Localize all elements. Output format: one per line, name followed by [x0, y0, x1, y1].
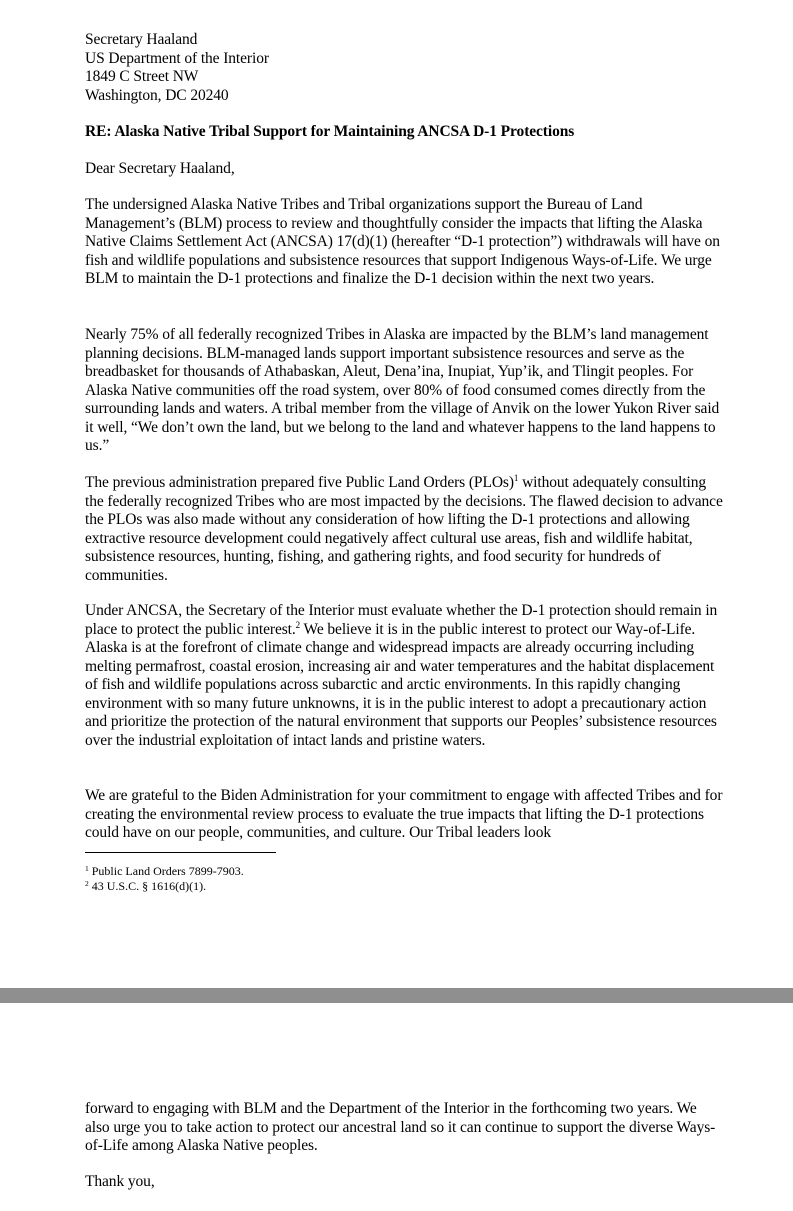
closing: Thank you, [85, 1173, 155, 1190]
recipient-address [85, 31, 725, 105]
subject-line: RE: Alaska Native Tribal Support for Maintaining ANCSA D-1 Protections [85, 123, 575, 140]
footnote-divider [85, 852, 276, 853]
footnote-1-text: Public Land Orders 7899-7903. [88, 864, 244, 878]
paragraph-public-interest-text-start: Under ANCSA, the Secretary of the Interior must evaluate whether the D-1 protection should remain in place to protect the public interest. [85, 602, 718, 638]
recipient-department: US Department of the Interior [85, 49, 269, 67]
footnote-1 [85, 864, 244, 879]
salutation: Dear Secretary Haaland, [85, 160, 235, 177]
paragraph-public-interest [85, 602, 725, 750]
paragraph-intro [85, 196, 725, 289]
paragraph-continuation-text: forward to engaging with BLM and the Department of the Interior in the forthcoming two years. We also urge you to take action to protect our ancestral land so it can continue to support the diverse Ways-of-Life among Alaska Native peoples. [85, 1100, 716, 1154]
footnote-ref-1: 1 [513, 473, 519, 483]
paragraph-continuation [85, 1100, 725, 1156]
recipient-city: Washington, DC 20240 [85, 86, 229, 104]
paragraph-plos-text-start: The previous administration prepared five Public Land Orders (PLOs) [85, 474, 514, 491]
recipient-name: Secretary Haaland [85, 31, 198, 48]
paragraph-plos-text-end: without adequately consulting the federally recognized Tribes who are most impacted by the decisions. The flawed decision to advance the PLOs was also made without any consideration of how lifting the D-1 protections and allowing extractive resource development could negatively affect cultural use areas, fish and wildlife habitat, subsistence resources, hunting, fishing, and gathering rights, and food security for hundreds of communities. [85, 474, 723, 584]
footnote-2-marker: 2 [85, 879, 89, 888]
paragraph-public-interest-text-end: We believe it is in the public interest to protect our Way-of-Life. Alaska is at the forefront of climate change and widespread impacts are already occurring including melting permafrost, coastal erosion, increasing air and water temperatures and the habitat displacement of fish and wildlife populations across subarctic and arctic environments. In this rapidly changing environment with so many future unknowns, it is in the public interest to adopt a precautionary action and prioritize the protection of the natural environment that supports our Peoples’ subsistence resources over the industrial exploitation of intact lands and pristine waters. [85, 620, 717, 749]
page-separator [0, 988, 793, 1003]
paragraph-intro-text: The undersigned Alaska Native Tribes and Tribal organizations support the Bureau of Land Management’s (BLM) process to review and thoughtfully consider the impacts that lifting the Alaska Native Claims Settlement Act (ANCSA) 17(d)(1) (hereafter “D-1 protection”) withdrawals will have on fish and wildlife populations and subsistence resources that support Indigenous Ways-of-Life. We urge BLM to maintain the D-1 protections and finalize the D-1 decision within the next two years. [85, 196, 720, 287]
footnotes [85, 864, 244, 894]
paragraph-plos [85, 474, 725, 585]
footnote-2 [85, 879, 244, 894]
paragraph-impact [85, 326, 725, 456]
paragraph-impact-text: Nearly 75% of all federally recognized Tribes in Alaska are impacted by the BLM’s land management planning decisions. BLM-managed lands support important subsistence resources and serve as the breadbasket for thousands of Athabaskan, Aleut, Dena’ina, Inupiat, Yup’ik, and Tlingit peoples. For Alaska Native communities off the road system, over 80% of food consumed comes directly from the surrounding lands and waters. A tribal member from the village of Anvik on the lower Yukon River said it well, “We don’t own the land, but we belong to the land and whatever happens to the land happens to us.” [85, 326, 720, 454]
recipient-street: 1849 C Street NW [85, 68, 199, 85]
footnote-2-text: 43 U.S.C. § 1616(d)(1). [88, 879, 207, 893]
paragraph-gratitude [85, 787, 725, 843]
footnote-ref-2: 2 [295, 619, 301, 630]
paragraph-gratitude-text: We are grateful to the Biden Administration for your commitment to engage with affected Tribes and for creating the environmental review process to evaluate the true impacts that lifting the D-1 protections could have on our people, communities, and culture. Our Tribal leaders look [85, 787, 723, 841]
footnote-1-marker: 1 [85, 864, 89, 873]
